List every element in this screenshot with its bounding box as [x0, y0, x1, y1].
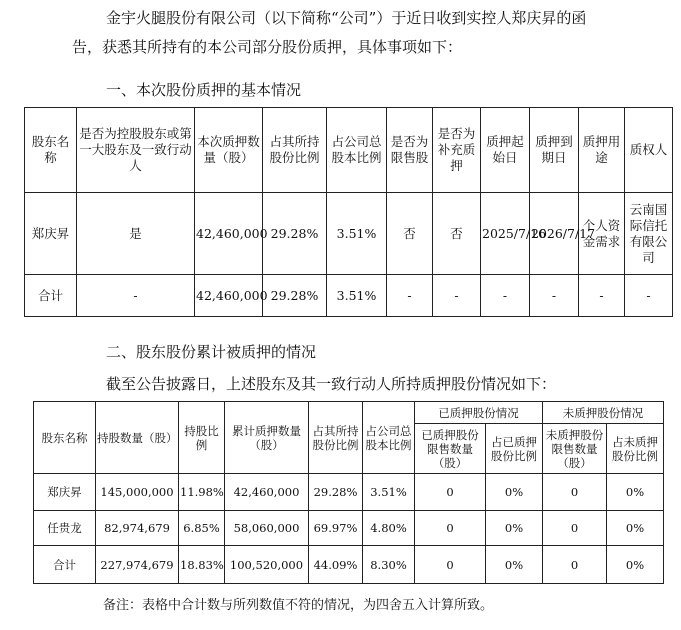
table-cell: 42,460,000 — [225, 474, 309, 511]
section2-intro: 截至公告披露日，上述股东及其一致行动人所持质押股份情况如下： — [106, 375, 557, 393]
table-cell: - — [625, 275, 673, 317]
table-cell: 合计 — [34, 546, 96, 584]
table-header-row — [25, 108, 673, 193]
table-cell: 29.28% — [263, 275, 327, 317]
header-cell: 股东名称 — [25, 108, 77, 193]
header-cell: 占未质押股份比例 — [607, 424, 664, 474]
table-cell: 0% — [486, 546, 543, 584]
table-total-row — [25, 275, 673, 317]
table-footnote: 备注：表格中合计数与所列数值不符的情况，为四舍五入计算所致。 — [103, 598, 494, 613]
table-cell: 2025/7/16 — [481, 193, 530, 275]
header-cell: 本次质押数量（股） — [195, 108, 263, 193]
intro-line-1: 金宇火腿股份有限公司（以下简称“公司”）于近日收到实控人郑庆昇的函 — [106, 9, 587, 27]
section2-title: 二、股东股份累计被质押的情况 — [106, 343, 317, 361]
table-cell: 3.51% — [327, 275, 387, 317]
table-cell: 合计 — [25, 275, 77, 317]
table-cell: 29.28% — [309, 474, 363, 511]
table-header-row — [34, 402, 664, 424]
table-cell: 0% — [486, 511, 543, 546]
header-cell: 质押到期日 — [530, 108, 579, 193]
header-cell: 占其所持股份比例 — [309, 402, 363, 474]
intro-line-2: 告，获悉其所持有的本公司部分股份质押，具体事项如下： — [72, 38, 463, 56]
table-cell: 8.30% — [363, 546, 415, 584]
header-group-unpledged: 未质押股份情况 — [543, 402, 664, 424]
header-cell: 是否为控股股东或第一大股东及一致行动人 — [77, 108, 195, 193]
header-cell: 占公司总股本比例 — [327, 108, 387, 193]
table-cell: 是 — [77, 193, 195, 275]
table-cell: 100,520,000 — [225, 546, 309, 584]
table-cell: - — [530, 275, 579, 317]
table-cell: 69.97% — [309, 511, 363, 546]
table-cell: - — [433, 275, 481, 317]
header-cell: 持股比例 — [179, 402, 225, 474]
table-cell: 0 — [543, 474, 607, 511]
header-cell: 股东名称 — [34, 402, 96, 474]
table-cell: 2026/7/17 — [530, 193, 579, 275]
table-cell: 58,060,000 — [225, 511, 309, 546]
table-cell: 否 — [433, 193, 481, 275]
header-cell: 占公司总股本比例 — [363, 402, 415, 474]
table-cell: 任贵龙 — [34, 511, 96, 546]
header-cell: 累计质押数量（股） — [225, 402, 309, 474]
table-cell: 0% — [607, 511, 664, 546]
table-cell: 227,974,679 — [96, 546, 179, 584]
table-cell: 郑庆昇 — [34, 474, 96, 511]
table-cell: 3.51% — [363, 474, 415, 511]
table-cell: 42,460,000 — [195, 193, 263, 275]
table-cell: 6.85% — [179, 511, 225, 546]
header-cell: 未质押股份限售数量（股） — [543, 424, 607, 474]
header-cell: 占已质押股份比例 — [486, 424, 543, 474]
header-cell: 质押用途 — [579, 108, 625, 193]
table-cell: 11.98% — [179, 474, 225, 511]
table-cell: 42,460,000 — [195, 275, 263, 317]
table-row — [34, 511, 664, 546]
table-cell: 否 — [387, 193, 433, 275]
table-cell: 0 — [415, 546, 486, 584]
table-cell: 0 — [415, 474, 486, 511]
table-cell: - — [387, 275, 433, 317]
table-cell: 4.80% — [363, 511, 415, 546]
header-cell: 是否为限售股 — [387, 108, 433, 193]
table-cell: 18.83% — [179, 546, 225, 584]
section1-title: 一、本次股份质押的基本情况 — [106, 81, 302, 99]
table-cell: 145,000,000 — [96, 474, 179, 511]
table-cell: 个人资金需求 — [579, 193, 625, 275]
table-cell: - — [481, 275, 530, 317]
header-cell: 是否为补充质押 — [433, 108, 481, 193]
table-row — [34, 474, 664, 511]
table-cell: 0 — [543, 546, 607, 584]
header-cell: 持股数量（股） — [96, 402, 179, 474]
header-cell: 已质押股份限售数量（股） — [415, 424, 486, 474]
table-cell: 0 — [543, 511, 607, 546]
table-cell: 0% — [607, 546, 664, 584]
table-cell: 44.09% — [309, 546, 363, 584]
table-cell: - — [579, 275, 625, 317]
header-cell: 占其所持股份比例 — [263, 108, 327, 193]
table-total-row — [34, 546, 664, 584]
table-row — [25, 193, 673, 275]
table-cell: 82,974,679 — [96, 511, 179, 546]
table-cell: 0 — [415, 511, 486, 546]
pledge-cumulative-table — [33, 401, 664, 584]
header-group-pledged: 已质押股份情况 — [415, 402, 543, 424]
table-cell: 云南国际信托有限公司 — [625, 193, 673, 275]
header-cell: 质权人 — [625, 108, 673, 193]
table-cell: 29.28% — [263, 193, 327, 275]
table-cell: 3.51% — [327, 193, 387, 275]
table-cell: - — [77, 275, 195, 317]
table-cell: 0% — [486, 474, 543, 511]
table-cell: 0% — [607, 474, 664, 511]
header-cell: 质押起始日 — [481, 108, 530, 193]
pledge-basic-table — [24, 107, 673, 317]
table-cell: 郑庆昇 — [25, 193, 77, 275]
